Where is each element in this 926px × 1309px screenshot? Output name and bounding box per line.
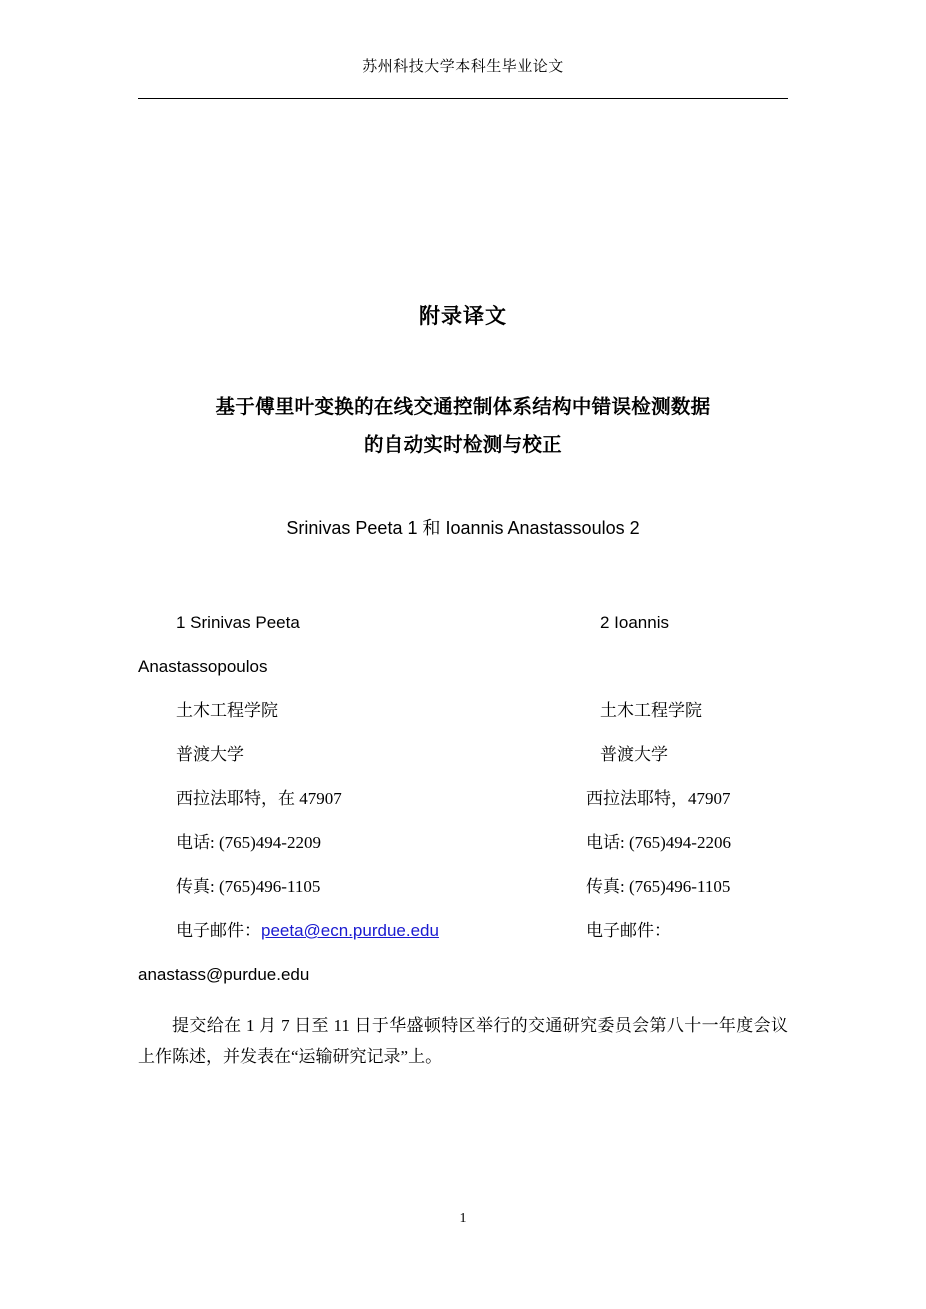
left-address: 西拉法耶特，在 47907 [176, 789, 342, 809]
right-author-name: 2 Ioannis [600, 613, 669, 633]
right-email-address: anastass@purdue.edu [138, 965, 310, 985]
affiliation-row-author-wrap [138, 646, 788, 690]
right-email-label: 电子邮件： [586, 921, 671, 941]
left-author-name: 1 Srinivas Peeta [176, 613, 300, 633]
left-email-link[interactable]: peeta@ecn.purdue.edu [261, 921, 439, 941]
affiliation-row-address [138, 778, 788, 822]
paper-title-line-1: 基于傅里叶变换的在线交通控制体系结构中错误检测数据 [215, 396, 711, 418]
affiliation-row-department [138, 690, 788, 734]
left-department: 土木工程学院 [176, 701, 278, 721]
submission-note: 提交给在 1 月 7 日至 11 日于华盛顿特区举行的交通研究委员会第八十一年度会议上作陈述，并发表在“运输研究记录”上。 [138, 1016, 788, 1067]
authors-line [138, 514, 788, 540]
affiliations-block [138, 602, 788, 998]
left-email-label-text: 电子邮件： [176, 921, 261, 941]
right-address: 西拉法耶特，47907 [586, 789, 731, 809]
running-title: 苏州科技大学本科生毕业论文 [362, 59, 564, 75]
affiliation-row-email-wrap [138, 954, 788, 998]
author-first: Srinivas Peeta 1 [286, 518, 423, 539]
left-email-label [176, 910, 439, 953]
paper-title-line-2: 的自动实时检测与校正 [363, 434, 562, 457]
right-phone: 电话: (765)494-2206 [586, 833, 731, 853]
author-second: Ioannis Anastassoulos 2 [440, 518, 640, 539]
page-header [0, 55, 926, 99]
paper-title [138, 388, 788, 464]
document-content [138, 300, 788, 1073]
left-phone: 电话: (765)494-2209 [176, 833, 321, 853]
author-conjunction: 和 [422, 518, 441, 539]
affiliation-row-fax [138, 866, 788, 910]
affiliation-row-author [138, 602, 788, 646]
left-university: 普渡大学 [176, 745, 244, 765]
right-fax: 传真: (765)496-1105 [586, 877, 731, 897]
right-author-name-wrap: Anastassopoulos [138, 657, 268, 677]
right-department: 土木工程学院 [600, 701, 702, 721]
right-university: 普渡大学 [600, 745, 668, 765]
affiliation-row-university [138, 734, 788, 778]
section-title: 附录译文 [419, 305, 507, 328]
header-divider [138, 98, 788, 99]
left-fax: 传真: (765)496-1105 [176, 877, 321, 897]
affiliation-row-email [138, 910, 788, 954]
page-number: 1 [459, 1211, 467, 1226]
affiliation-row-phone [138, 822, 788, 866]
